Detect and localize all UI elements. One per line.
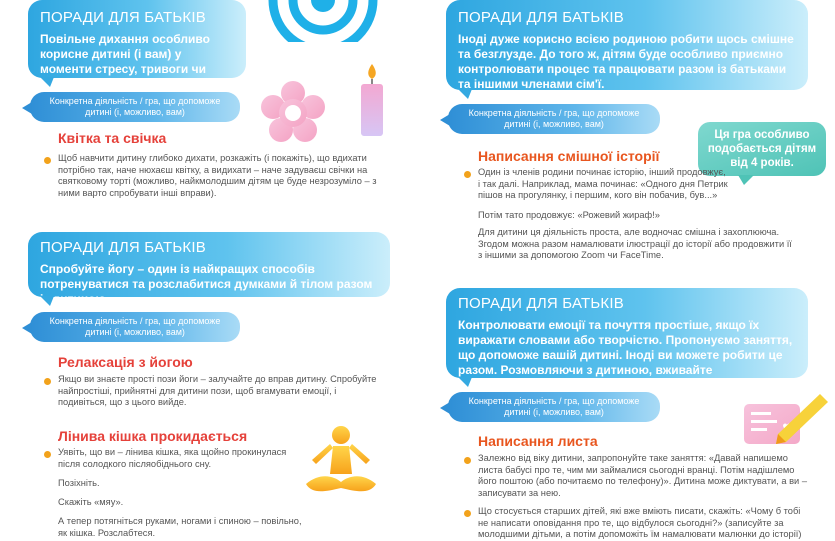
activity-title: Написання смішної історії — [478, 148, 660, 164]
flower-icon — [258, 80, 328, 144]
activity-pill: Конкретна діяльність / гра, що допоможе дитині (і, можливо, вам) — [448, 104, 660, 134]
bullet-icon — [464, 457, 471, 464]
card-title: ПОРАДИ ДЛЯ БАТЬКІВ — [40, 239, 206, 256]
activity-pill: Конкретна діяльність / гра, що допоможе дитині (і, можливо, вам) — [448, 392, 660, 422]
activity-description: Для дитини ця діяльність проста, але водночас смішна і захоплююча. Згодом можна разом намалювати ілюстрації до історії або продовжити її з іншими за допомогою Zoom чи FaceTime. — [478, 227, 792, 260]
activity-description: Залежно від віку дитини, запропонуйте таке заняття: «Давай напишемо листа бабусі про те, чим ми займалися сьогодні вранці. Потім надішлемо його поштою (або почитаємо по телефону)». Дитина може диктувати, а ви – записувати за нею. — [478, 453, 807, 498]
bullet-icon — [44, 451, 51, 458]
activity-description: Скажіть «мяу». — [58, 497, 124, 507]
card-text: Іноді дуже корисно всією родиною робити щось смішне та безглузде. До того ж, дітям буде особливо приємно контролювати процес та працювати разом із батьками та іншими членами сім'ї. — [458, 32, 794, 91]
tips-card-emotions — [446, 288, 808, 392]
bullet-icon — [464, 171, 471, 178]
activity-pill: Конкретна діяльність / гра, що допоможе дитині (і, можливо, вам) — [30, 312, 240, 342]
tips-card-breathing — [28, 0, 246, 91]
activity-title: Квітка та свічка — [58, 130, 167, 146]
activity-description: Якщо ви знаєте прості пози йоги – залучайте до вправ дитину. Спробуйте найпростіші, прийнятні для дитини пози, щоб вгамувати емоції, і подивіться, що з цього вийде. — [58, 374, 377, 407]
card-title: ПОРАДИ ДЛЯ БАТЬКІВ — [458, 295, 624, 312]
card-title: ПОРАДИ ДЛЯ БАТЬКІВ — [40, 9, 206, 26]
card-title: ПОРАДИ ДЛЯ БАТЬКІВ — [458, 9, 624, 26]
tips-card-funny-story — [446, 0, 808, 90]
activity-title: Лінива кішка прокидається — [58, 428, 248, 444]
age-note-bubble: Ця гра особливо подобається дітям від 4 років. — [698, 122, 826, 176]
bullet-icon — [44, 378, 51, 385]
bullet-icon — [464, 510, 471, 517]
activity-description: Уявіть, що ви – лінива кішка, яка щойно прокинулася після солодкого післяобіднього сну. — [58, 447, 287, 469]
activity-title: Написання листа — [478, 433, 598, 449]
tips-card-yoga — [28, 232, 390, 306]
activity-description: Один із членів родини починає історію, інший продовжує, і так далі. Наприклад, мама починає: «Одного дня Петрик пішов на прогулянку, і першим, кого він побачив, був...» — [478, 167, 728, 200]
card-text: Контролювати емоції та почуття простіше, якщо їх виражати словами або творчістю. Пропонуємо заняття, що допоможе вашій дитині. Іноді ви можете робити це разом. Розмовляючи з дитиною, вживайте слова-«почуття». — [458, 318, 793, 392]
candle-icon — [355, 62, 389, 138]
yoga-pose-icon — [300, 424, 382, 504]
card-text: Спробуйте йогу – один із найкращих способів потренуватися та розслабитися думками й тілом разом із дитиною. — [40, 262, 373, 306]
activity-description: А тепер потягніться руками, ногами і спиною – повільно, як кішка. Розслабтеся. — [58, 516, 302, 538]
activity-description: Потім тато продовжує: «Рожевий жираф!» — [478, 210, 660, 220]
activity-title: Релаксація з йогою — [58, 354, 193, 370]
card-text: Повільне дихання особливо корисне дитині (і вам) у моменти стресу, тривоги чи гніву. — [40, 32, 210, 91]
activity-description: Щоб навчити дитину глибоко дихати, розкажіть (і покажіть), що вдихати потрібно так, наче нюхаєш квітку, а видихати – наче задуваєш свічки на святковому торті (можливо, найкмолодшим дітям це буде незрозуміло – з ними варто спробувати інші вправи). — [58, 153, 377, 198]
bullet-icon — [44, 157, 51, 164]
activity-description: Що стосується старших дітей, які вже вміють писати, скажіть: «Чому б тобі не написати оповідання про те, що відбулося сьогодні?» (записуйте за молодшими дітьми, а потім допоможіть їм намалювати малюнки до історії) — [478, 506, 802, 539]
target-icon — [268, 0, 378, 42]
activity-pill: Конкретна діяльність / гра, що допоможе дитині (і, можливо, вам) — [30, 92, 240, 122]
activity-description: Позіхніть. — [58, 478, 100, 488]
letter-pencil-icon — [740, 390, 832, 450]
